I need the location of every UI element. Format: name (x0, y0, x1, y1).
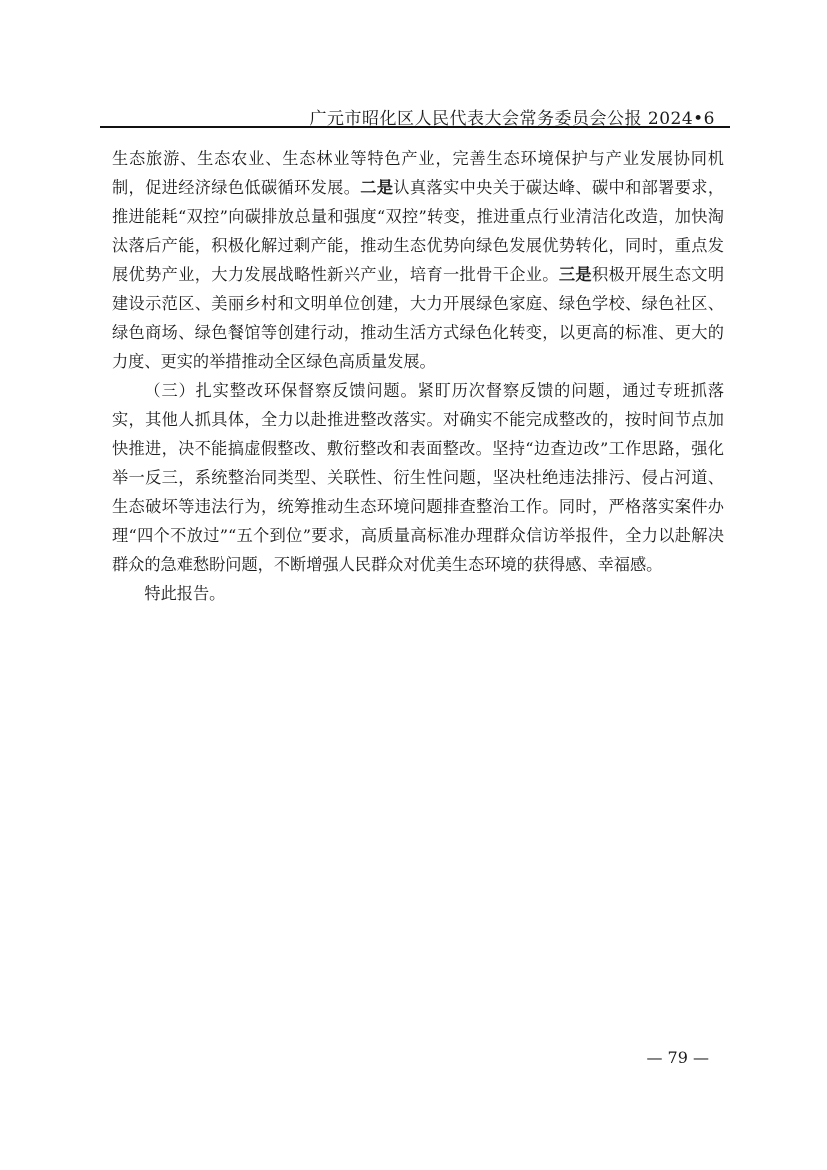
paragraph-text: 认真落实中央关于碳达峰、碳中和部署要求，推进能耗“双控”向碳排放总量和强度“双控”转变，推进重点行业清洁化改造，加快淘汰落后产能，积极化解过剩产能，推动生态优势向绿色发展优势转化，同时，重点发展优势产业，大力发展战略性新兴产业，培育一批骨干企业。 (112, 178, 725, 284)
bold-marker-third: 三是 (558, 265, 592, 284)
header-divider (100, 126, 730, 128)
section-heading: （三）扎实整改环保督察反馈问题。 (144, 381, 418, 400)
paragraph-continuation (112, 144, 724, 376)
bold-marker-second: 二是 (360, 178, 394, 197)
page-header-title: 广元市昭化区人民代表大会常务委员会公报 2024•6 (309, 109, 715, 129)
closing-remark: 特此报告。 (144, 584, 226, 603)
paragraph-text: 生态旅游、生态农业、生态林业等特色产业，完善生态环境保护与产业发展协同机制，促进经济绿色低碳循环发展。 (112, 149, 724, 197)
page-number: — 79 — (646, 1048, 709, 1067)
paragraph-text: 紧盯历次督察反馈的问题，通过专班抓落实，其他人抓具体，全力以赴推进整改落实。对确实不能完成整改的，按时间节点加快推进，决不能搞虚假整改、敷衍整改和表面整改。坚持“边查边改”工作思路，强化举一反三，系统整治同类型、关联性、衍生性问题，坚决杜绝违法排污、侵占河道、生态破坏等违法行为，统筹推动生态环境问题排查整治工作。同时，严格落实案件办理“四个不放过”“五个到位”要求，高质量高标准办理群众信访举报件，全力以赴解决群众的急难愁盼问题，不断增强人民群众对优美生态环境的获得感、幸福感。 (112, 381, 725, 574)
paragraph-text: 积极开展生态文明建设示范区、美丽乡村和文明单位创建，大力开展绿色家庭、绿色学校、绿色社区、绿色商场、绿色餐馆等创建行动，推动生活方式绿色化转变，以更高的标准、更大的力度、更实的举措推动全区绿色高质量发展。 (112, 265, 725, 371)
document-body (112, 144, 724, 608)
paragraph-section-three (112, 376, 724, 579)
